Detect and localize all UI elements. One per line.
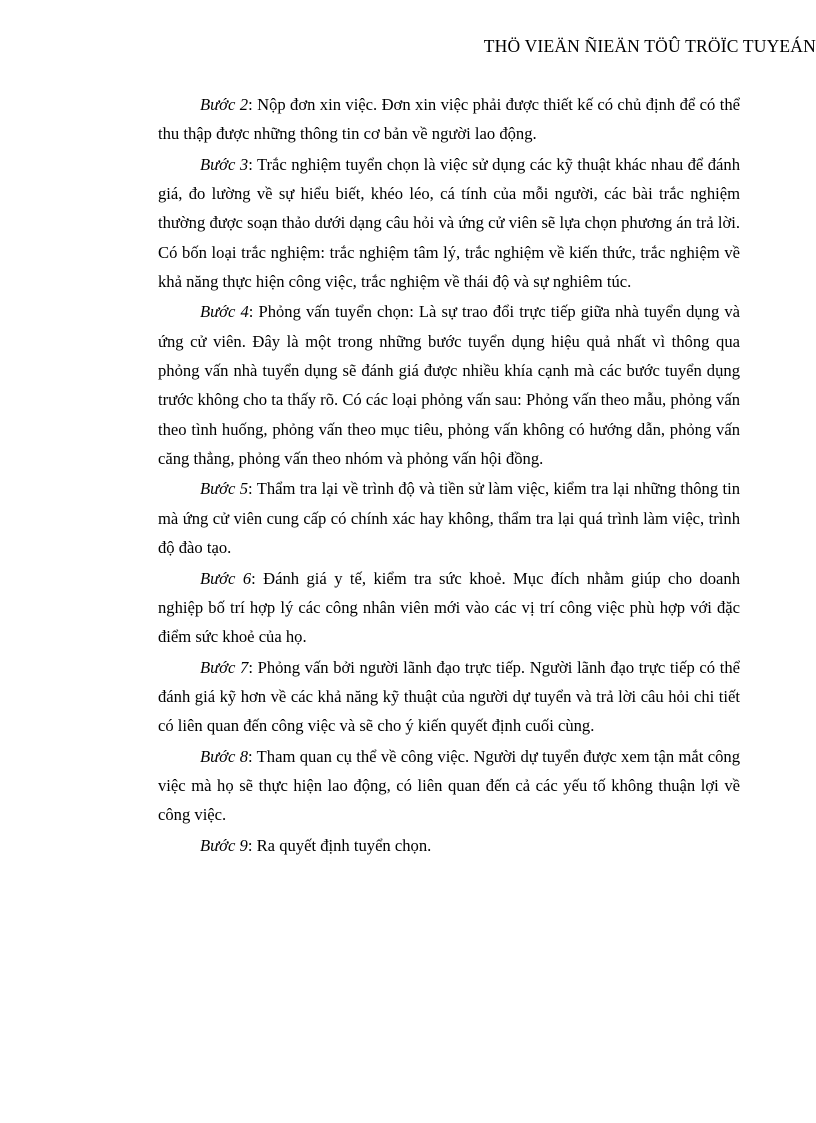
paragraph-step-8 [158, 742, 740, 830]
document-body [158, 90, 740, 861]
step-text: : Trắc nghiệm tuyển chọn là việc sử dụng các kỹ thuật khác nhau để đánh giá, đo lường về sự hiểu biết, khéo léo, cá tính của mỗi người, các bài trắc nghiệm thường được soạn thảo dưới dạng câu hỏi và ứng cử viên sẽ lựa chọn phương án trả lời. Có bốn loại trắc nghiệm: trắc nghiệm tâm lý, trắc nghiệm về kiến thức, trắc nghiệm về khả năng thực hiện công việc, trắc nghiệm về thái độ và sự nghiêm túc. [158, 154, 740, 291]
step-text: : Thẩm tra lại về trình độ và tiền sử làm việc, kiểm tra lại những thông tin mà ứng cử viên cung cấp có chính xác hay không, thẩm tra lại quá trình làm việc, trình độ đào tạo. [158, 479, 740, 558]
step-text: : Phỏng vấn bởi người lãnh đạo trực tiếp. Người lãnh đạo trực tiếp có thể đánh giá kỹ hơn về các khả năng kỹ thuật của người dự tuyển và trả lời câu hỏi chi tiết có liên quan đến công việc và sẽ cho ý kiến quyết định cuối cùng. [158, 657, 740, 736]
step-text: : Phỏng vấn tuyển chọn: Là sự trao đổi trực tiếp giữa nhà tuyển dụng và ứng cử viên. Đây là một trong những bước tuyển dụng hiệu quả nhất vì thông qua phỏng vấn nhà tuyển dụng sẽ đánh giá được nhiều khía cạnh mà các bước tuyển dụng trước không cho ta thấy rõ. Có các loại phỏng vấn sau: Phỏng vấn theo mẫu, phỏng vấn theo tình huống, phỏng vấn theo mục tiêu, phỏng vấn không có hướng dẫn, phỏng vấn căng thẳng, phỏng vấn theo nhóm và phỏng vấn hội đồng. [158, 302, 741, 468]
page-header: THÖ VIEÄN ÑIEÄN TÖÛ TRÖÏC TUYEÁN [483, 36, 816, 56]
paragraph-step-3 [158, 150, 740, 296]
paragraph-step-9 [158, 831, 740, 860]
step-label: Bước 8 [200, 746, 249, 766]
step-label: Bước 9 [200, 835, 248, 855]
step-label: Bước 7 [200, 657, 249, 677]
step-text: : Nộp đơn xin việc. Đơn xin việc phải được thiết kế có chủ định để có thể thu thập được những thông tin cơ bản về người lao động. [158, 95, 740, 144]
step-label: Bước 6 [200, 568, 252, 588]
step-text: : Ra quyết định tuyển chọn. [247, 835, 432, 855]
step-label: Bước 5 [200, 479, 249, 499]
step-label: Bước 3 [200, 154, 249, 174]
paragraph-step-4 [158, 297, 740, 473]
step-text: : Đánh giá y tế, kiểm tra sức khoẻ. Mục đích nhằm giúp cho doanh nghiệp bố trí hợp lý các công nhân viên mới vào các vị trí công việc phù hợp với đặc điểm sức khoẻ của họ. [158, 568, 740, 647]
step-label: Bước 4 [200, 302, 249, 322]
paragraph-step-7 [158, 653, 740, 741]
step-label: Bước 2 [200, 95, 249, 114]
paragraph-step-5 [158, 474, 740, 562]
paragraph-step-2 [158, 90, 740, 149]
paragraph-step-6 [158, 564, 740, 652]
step-text: : Tham quan cụ thể về công việc. Người dự tuyển được xem tận mắt công việc mà họ sẽ thực hiện lao động, có liên quan đến cả các yếu tố không thuận lợi về công việc. [158, 746, 740, 825]
